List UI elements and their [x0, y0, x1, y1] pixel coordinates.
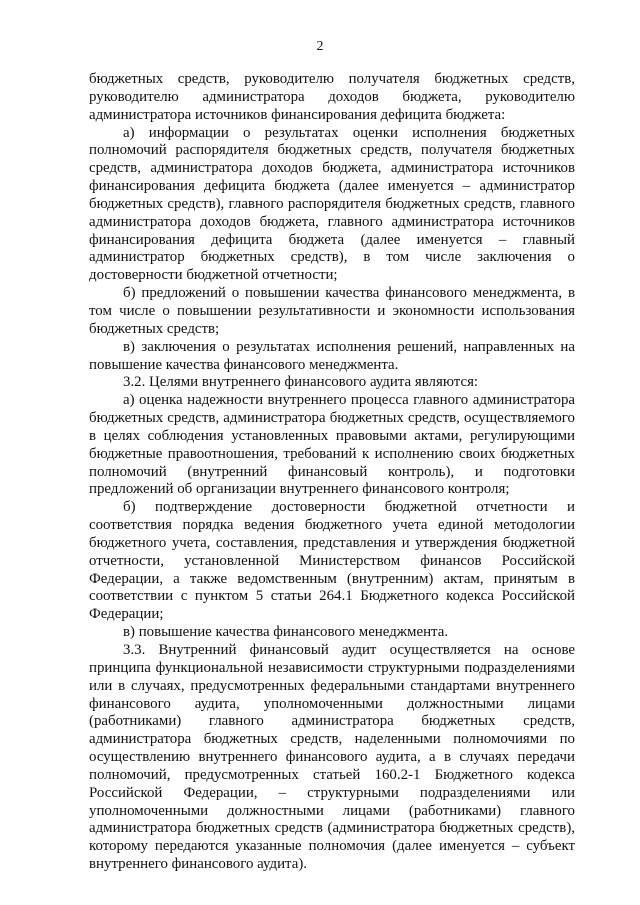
- document-body: [89, 71, 575, 874]
- paragraph-section-3-3: 3.3. Внутренний финансовый аудит осуществляется на основе принципа функциональной независимости структурными подразделениями или в случаях, предусмотренных федеральными стандартами внутреннего финансового аудита, уполномоченными должностными лицами (работниками) главного администратора бюджетных средств, администратора бюджетных средств, наделенными полномочиями по осуществлению внутреннего финансового аудита, а в случаях передачи полномочий, предусмотренных статьей 160.2-1 Бюджетного кодекса Российской Федерации, – структурными подразделениями или уполномоченными должностными лицами (работниками) главного администратора бюджетных средств (администратора бюджетных средств), которому передаются указанные полномочия (далее именуется – субъект внутреннего финансового аудита).: [89, 642, 575, 873]
- paragraph-item-b-proposals: б) предложений о повышении качества финансового менеджмента, в том числе о повышении результативности и экономности использования бюджетных средств;: [89, 285, 575, 337]
- paragraph-continuation: бюджетных средств, руководителю получателя бюджетных средств, руководителю администратора доходов бюджета, руководителю администратора источников финансирования дефицита бюджета:: [89, 71, 575, 123]
- paragraph-item-a-information: а) информации о результатах оценки исполнения бюджетных полномочий распорядителя бюджетных средств, получателя бюджетных средств, администратора доходов бюджета, администратора источников финансирования дефицита бюджета (далее именуется – администратор бюджетных средств), главного распорядителя бюджетных средств, главного администратора доходов бюджета, главного администратора источников финансирования дефицита бюджета (далее именуется – главный администратор бюджетных средств), в том числе заключения о достоверности бюджетной отчетности;: [89, 124, 575, 284]
- paragraph-item-b-confirmation: б) подтверждение достоверности бюджетной отчетности и соответствия порядка ведения бюджетного учета единой методологии бюджетного учета, составления, представления и утверждения бюджетной отчетности, установленной Министерством финансов Российской Федерации, а также ведомственным (внутренним) актам, принятым в соответствии с пунктом 5 статьи 264.1 Бюджетного кодекса Российской Федерации;: [89, 499, 575, 623]
- page-number: 2: [316, 39, 324, 54]
- paragraph-section-3-2: 3.2. Целями внутреннего финансового аудита являются:: [123, 374, 479, 391]
- paragraph-item-a-assessment: а) оценка надежности внутреннего процесса главного администратора бюджетных средств, администратора бюджетных средств, осуществляемого в целях соблюдения установленных правовыми актами, регулирующими бюджетные правоотношения, требований к исполнению своих бюджетных полномочий (внутренний финансовый контроль), и подготовки предложений об организации внутреннего финансового контроля;: [89, 392, 575, 498]
- paragraph-item-v-improvement: в) повышение качества финансового менеджмента.: [123, 624, 449, 641]
- paragraph-item-v-conclusions: в) заключения о результатах исполнения решений, направленных на повышение качества финансового менеджмента.: [89, 338, 575, 373]
